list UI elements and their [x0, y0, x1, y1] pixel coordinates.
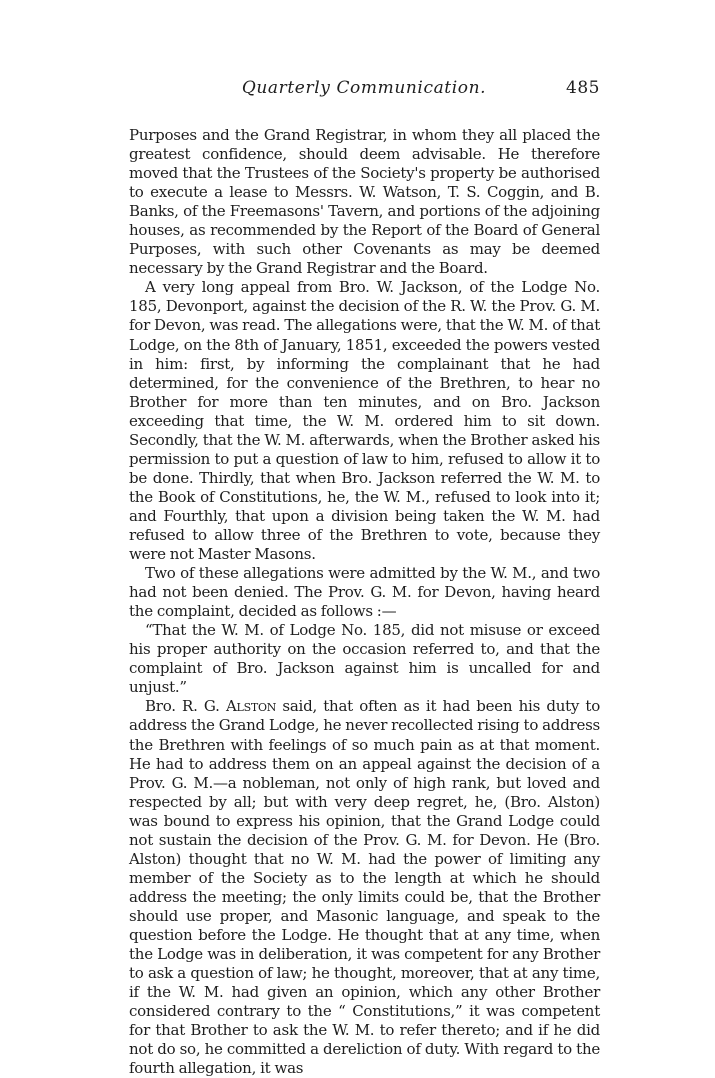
paragraph-lease-motion: Purposes and the Grand Registrar, in whom they all placed the greatest confidence, should deem advisable. He therefore moved that the Trustees of the Society's property be authorised to execute a lease to Messrs. W. Watson, T. S. Coggin, and B. Banks, of the Freemasons' Tavern, and portions of the adjoining houses, as recommended by the Report of the Board of General Purposes, with such other Covenants as may be deemed necessary by the Grand Registrar and the Board. [129, 126, 600, 278]
paragraph-decision-quote: “That the W. M. of Lodge No. 185, did not misuse or exceed his proper authority on the occasion referred to, and that the complaint of Bro. Jackson against him is uncalled for and unjust.” [129, 621, 600, 697]
paragraph-allegations-admitted: Two of these allegations were admitted by the W. M., and two had not been denied. The Prov. G. M. for Devon, having heard the complaint, decided as follows :— [129, 564, 600, 621]
body-text [129, 126, 600, 1078]
alston-name: Alston [225, 697, 277, 716]
page-number: 485 [566, 78, 600, 98]
running-title: Quarterly Communication. [241, 78, 487, 98]
paragraph-alston-speech [129, 697, 600, 1078]
alston-lead: Bro. R. G. [145, 697, 220, 716]
alston-speech-text: said, that often as it had been his duty to address the Grand Lodge, he never recollected rising to address the Brethren with feelings of so much pain as at that moment. He had to address them on an appeal against the decision of a Prov. G. M.—a nobleman, not only of high rank, but loved and respected by all; but with very deep regret, he, (Bro. Alston) was bound to express his opinion, that the Grand Lodge could not sustain the decision of the Prov. G. M. for Devon. He (Bro. Alston) thought that no W. M. had the power of limiting any member of the Society as to the length at which he should address the meeting; the only limits could be, that the Brother should use proper, and Masonic language, and speak to the question before the Lodge. He thought that at any time, when the Lodge was in deliberation, it was competent for any Brother to ask a question of law; he thought, moreover, that at any time, if the W. M. had given an opinion, which any other Brother considered contrary to the “ Constitutions,” it was competent for that Brother to ask the W. M. to refer thereto; and if he did not do so, he committed a dereliction of duty. With regard to the fourth allegation, it was [129, 697, 600, 1078]
page-header [128, 78, 600, 104]
paragraph-jackson-appeal: A very long appeal from Bro. W. Jackson, of the Lodge No. 185, Devonport, against the decision of the R. W. the Prov. G. M. for Devon, was read. The allegations were, that the W. M. of that Lodge, on the 8th of January, 1851, exceeded the powers vested in him: first, by informing the complainant that he had determined, for the convenience of the Brethren, to hear no Brother for more than ten minutes, and on Bro. Jackson exceeding that time, the W. M. ordered him to sit down. Secondly, that the W. M. afterwards, when the Brother asked his permission to put a question of law to him, refused to allow it to be done. Thirdly, that when Bro. Jackson referred the W. M. to the Book of Constitutions, he, the W. M., refused to look into it; and Fourthly, that upon a division being taken the W. M. had refused to allow three of the Brethren to vote, because they were not Master Masons. [129, 278, 600, 564]
